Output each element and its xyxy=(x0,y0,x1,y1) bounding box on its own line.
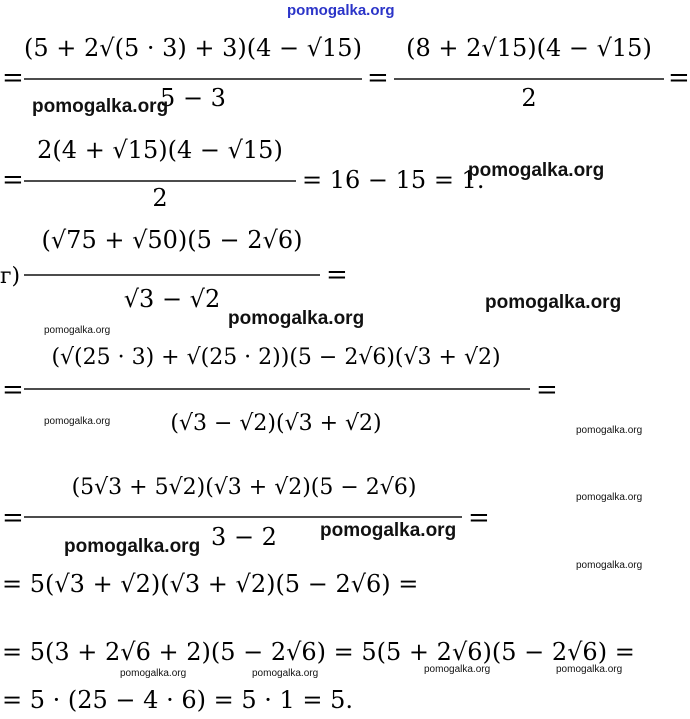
row6-expression: = 5(√3 + √2)(√3 + √2)(5 − 2√6) = xyxy=(2,570,419,598)
row2-lead: = xyxy=(2,165,24,195)
watermark-small-2: pomogalka.org xyxy=(44,416,111,427)
watermark-small-4: pomogalka.org xyxy=(576,492,643,503)
watermark-small-6: pomogalka.org xyxy=(120,668,187,679)
watermark-row3-right: pomogalka.org xyxy=(485,292,622,313)
row3-label: г) xyxy=(0,264,21,289)
row3-trail: = xyxy=(326,260,348,290)
watermark-row5-left: pomogalka.org xyxy=(64,536,201,557)
watermark-small-7: pomogalka.org xyxy=(252,668,319,679)
row1-lead: = xyxy=(2,63,24,93)
row3-frac-numerator: (√75 + √50)(5 − 2√6) xyxy=(41,226,303,254)
row5-trail: = xyxy=(468,503,490,533)
row1-frac2-denominator: 2 xyxy=(521,84,537,112)
watermark-small-5: pomogalka.org xyxy=(576,560,643,571)
row1-trail: = xyxy=(668,63,690,93)
watermark-row1: pomogalka.org xyxy=(32,96,169,117)
row4-frac-numerator: (√(25 · 3) + √(25 · 2))(5 − 2√6)(√3 + √2) xyxy=(51,345,501,370)
row4-lead: = xyxy=(2,375,24,405)
row1-frac2-numerator: (8 + 2√15)(4 − √15) xyxy=(406,34,652,62)
row5-lead: = xyxy=(2,503,24,533)
row1-frac1-numerator: (5 + 2√(5 · 3) + 3)(4 − √15) xyxy=(24,34,362,62)
watermark-row5-mid: pomogalka.org xyxy=(320,520,457,541)
row2-frac-numerator: 2(4 + √15)(4 − √15) xyxy=(37,136,283,164)
watermark-top: pomogalka.org xyxy=(287,2,395,19)
watermark-small-9: pomogalka.org xyxy=(556,664,623,675)
row2-rest: = 16 − 15 = 1. xyxy=(302,166,485,194)
row4-trail: = xyxy=(536,375,558,405)
watermark-small-8: pomogalka.org xyxy=(424,664,491,675)
watermark-row3-mid: pomogalka.org xyxy=(228,308,365,329)
row1-eq-mid: = xyxy=(367,63,389,93)
row2-frac-denominator: 2 xyxy=(152,184,168,212)
watermark-small-1: pomogalka.org xyxy=(44,325,111,336)
row8-expression: = 5 · (25 − 4 · 6) = 5 · 1 = 5. xyxy=(2,686,354,714)
row5-frac-numerator: (5√3 + 5√2)(√3 + √2)(5 − 2√6) xyxy=(71,475,417,500)
watermark-small-3: pomogalka.org xyxy=(576,425,643,436)
row7-expression: = 5(3 + 2√6 + 2)(5 − 2√6) = 5(5 + 2√6)(5 − 2√6) = xyxy=(2,638,635,666)
watermark-row2: pomogalka.org xyxy=(468,160,605,181)
row1-frac1-denominator: 5 − 3 xyxy=(160,84,226,112)
row3-frac-denominator: √3 − √2 xyxy=(123,285,221,313)
row5-frac-denominator: 3 − 2 xyxy=(211,523,277,551)
row4-frac-denominator: (√3 − √2)(√3 + √2) xyxy=(170,411,382,436)
